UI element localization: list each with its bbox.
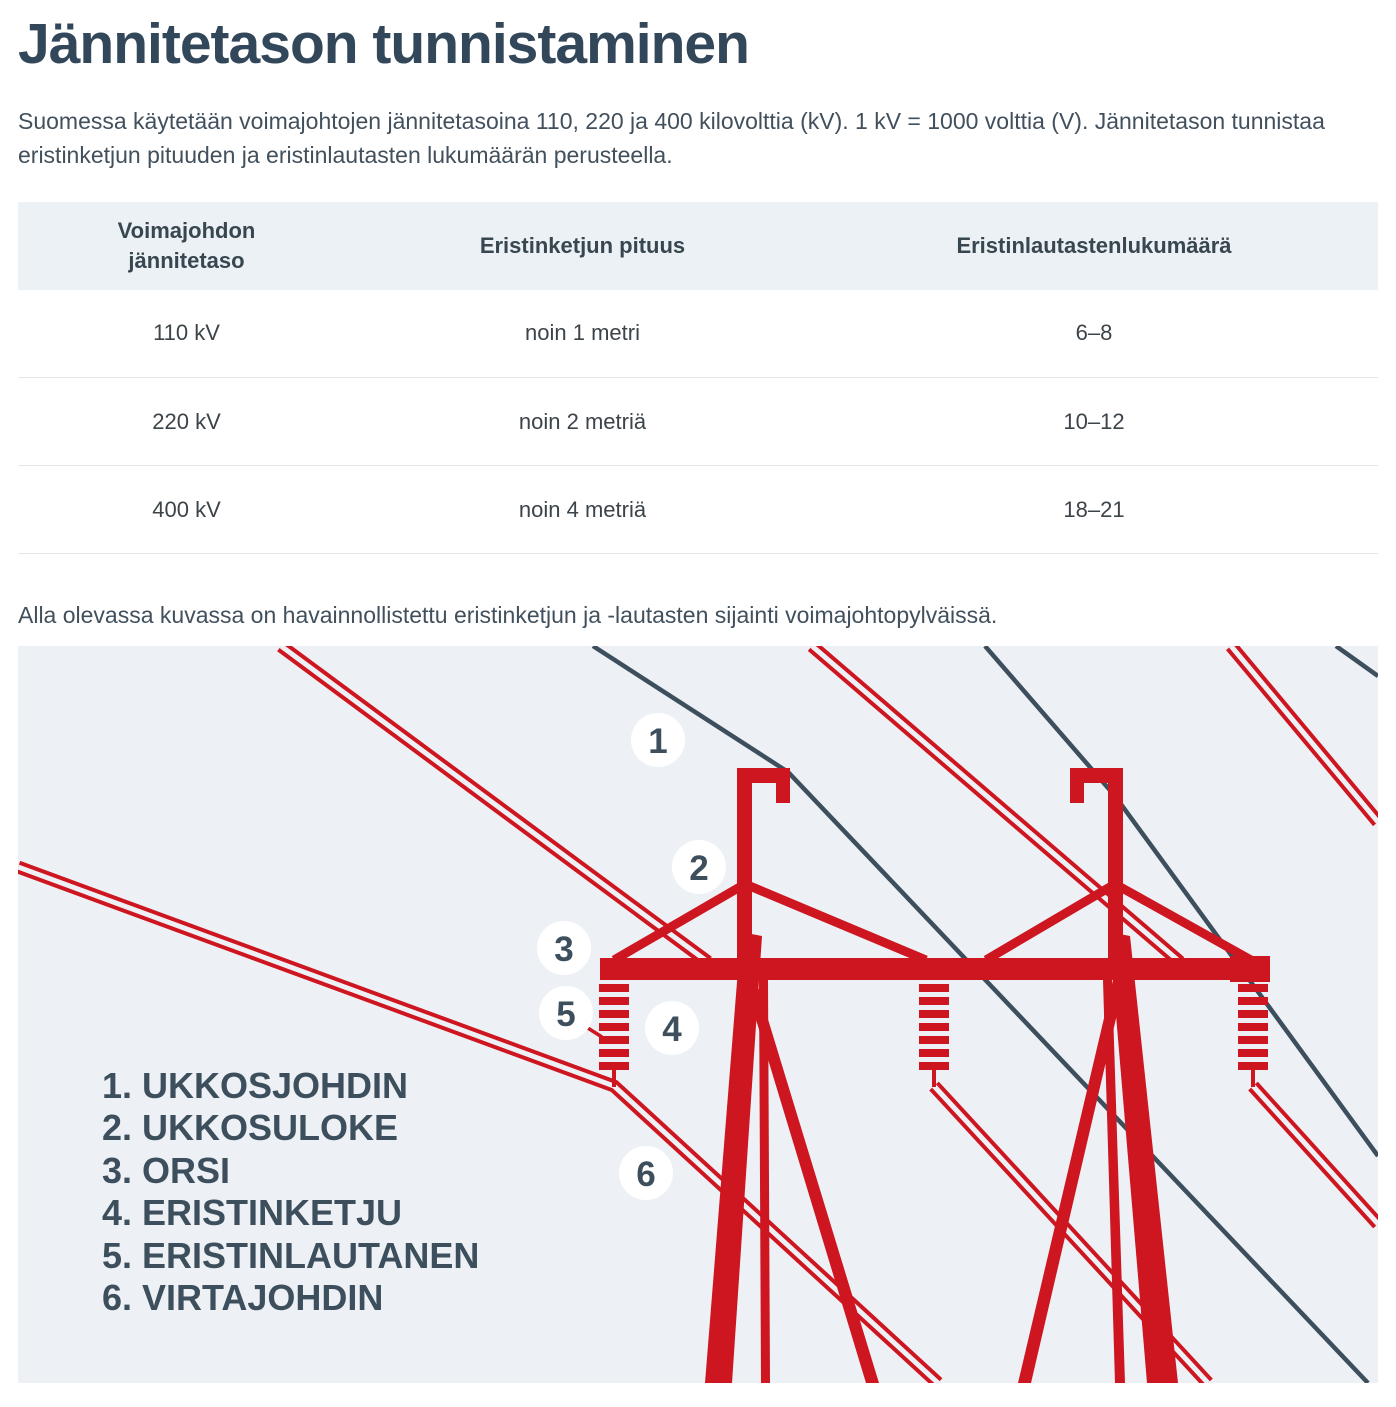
badge-1-label: 1	[648, 722, 668, 762]
cell-chain-length: noin 2 metriä	[355, 378, 810, 466]
crossarm	[600, 958, 1269, 980]
badge-3-label: 3	[554, 930, 574, 970]
cell-voltage: 110 kV	[18, 290, 355, 378]
legend-item-4: 4. ERISTINKETJU	[102, 1192, 403, 1234]
badge-2	[672, 840, 726, 894]
table-header-row	[18, 202, 1378, 290]
table-row	[18, 466, 1378, 554]
legend-item-3: 3. ORSI	[102, 1150, 231, 1192]
legend-item-2: 2. UKKOSULOKE	[102, 1107, 399, 1149]
col-header-chain-length: Eristinketjun pituus	[355, 202, 810, 290]
table-row	[18, 290, 1378, 378]
page-title: Jännitetason tunnistaminen	[18, 12, 749, 76]
legend-item-5: 5. ERISTINLAUTANEN	[102, 1235, 480, 1277]
col-header-disc-count: Eristinlautastenlukumäärä	[810, 202, 1378, 290]
voltage-table	[18, 202, 1378, 555]
badge-5-label: 5	[556, 995, 576, 1035]
cell-chain-length: noin 1 metri	[355, 290, 810, 378]
pylon-diagram	[18, 646, 1378, 1383]
cell-disc-count: 6–8	[810, 290, 1378, 378]
pylon-illustration	[18, 646, 1378, 1383]
badge-6	[619, 1146, 673, 1200]
col-header-voltage: Voimajohdon jännitetaso	[18, 202, 355, 290]
badge-4	[645, 1001, 699, 1055]
cell-voltage: 400 kV	[18, 466, 355, 554]
intro-paragraph: Suomessa käytetään voimajohtojen jännitetasoina 110, 220 ja 400 kilovolttia (kV). 1 kV = 1000 volttia (V). Jännitetason tunnistaa eristinketjun pituuden ja eristinlautasten lukumäärän perusteella.	[18, 107, 1325, 168]
legend-item-6: 6. VIRTAJOHDIN	[102, 1277, 384, 1319]
cell-disc-count: 10–12	[810, 378, 1378, 466]
badge-3	[537, 921, 591, 975]
cell-voltage: 220 kV	[18, 378, 355, 466]
crossarm-right-tip	[1230, 956, 1270, 982]
cell-chain-length: noin 4 metriä	[355, 466, 810, 554]
badge-4-label: 4	[662, 1010, 682, 1050]
badge-5	[539, 986, 593, 1040]
legend-item-1: 1. UKKOSJOHDIN	[102, 1065, 409, 1107]
badge-1	[631, 713, 685, 767]
table-row	[18, 378, 1378, 466]
badge-2-label: 2	[689, 849, 709, 889]
badge-6-label: 6	[636, 1155, 656, 1195]
diagram-caption: Alla olevassa kuvassa on havainnollistettu eristinketjun ja -lautasten sijainti voimajohtopylväissä.	[18, 602, 998, 629]
cell-disc-count: 18–21	[810, 466, 1378, 554]
